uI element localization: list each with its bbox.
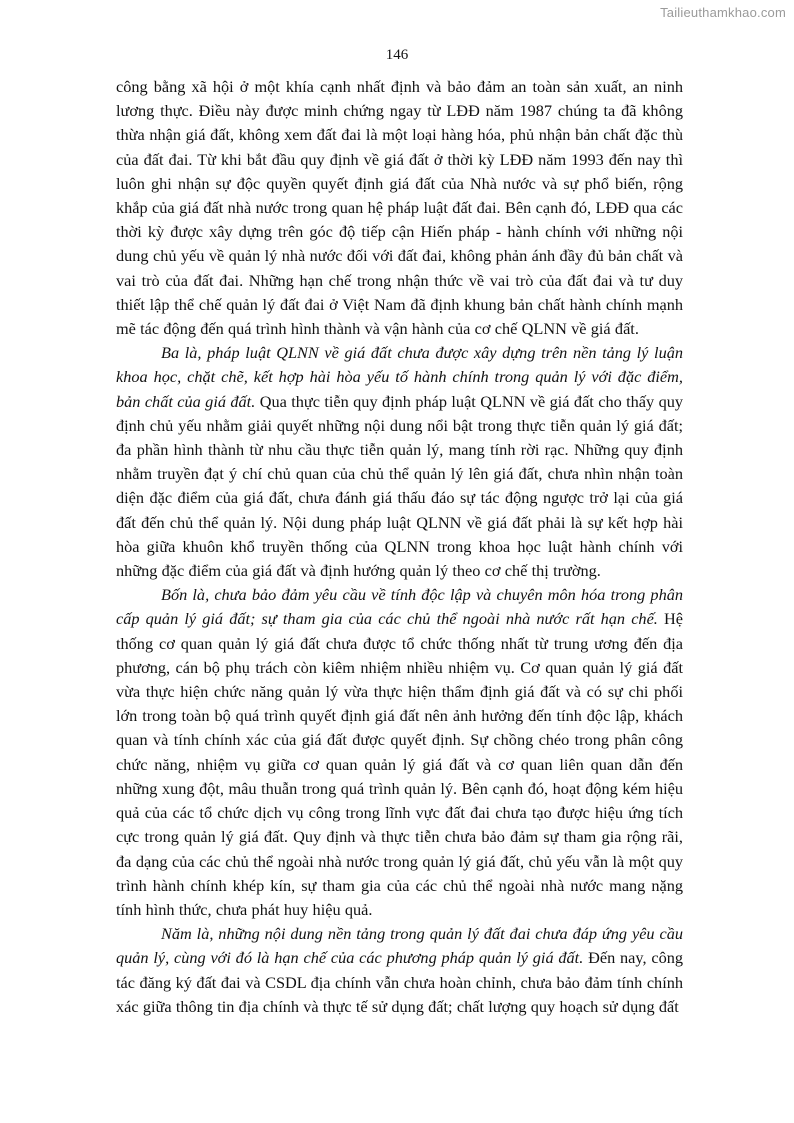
paragraph-2 — [116, 341, 683, 583]
watermark: Tailieuthamkhao.com — [660, 5, 786, 20]
paragraph-2-lead: Ba là, pháp luật QLNN về giá đất chưa được xây dựng trên nền tảng lý luận khoa học, chặt chẽ, kết hợp hài hòa yếu tố hành chính trong quản lý với đặc điểm, bản chất của giá đất. — [116, 343, 683, 411]
paragraph-4-lead: Năm là, những nội dung nền tảng trong quản lý đất đai chưa đáp ứng yêu cầu quản lý, cùng với đó là hạn chế của các phương pháp quản lý giá đất. — [116, 924, 683, 968]
paragraph-4 — [116, 922, 683, 1019]
paragraph-1 — [116, 75, 683, 341]
paragraph-1-text: công bằng xã hội ở một khía cạnh nhất định và bảo đảm an toàn sản xuất, an ninh lương thực. Điều này được minh chứng ngay từ LĐĐ năm 1987 chúng ta đã không thừa nhận giá đất, không xem đất đai là một loại hàng hóa, phủ nhận bản chất đặc thù của đất đai. Từ khi bắt đầu quy định về giá đất ở thời kỳ LĐĐ năm 1993 đến nay thì luôn ghi nhận sự độc quyền quyết định giá đất của Nhà nước và sự phổ biến, rộng khắp của giá đất nhà nước trong quan hệ pháp luật đất đai. Bên cạnh đó, LĐĐ qua các thời kỳ được xây dựng trên góc độ tiếp cận Hiến pháp - hành chính với những nội dung chủ yếu về quản lý nhà nước đối với đất đai, không phản ánh đầy đủ bản chất và vai trò của đất đai. Những hạn chế trong nhận thức về vai trò của đất đai và tư duy thiết lập thể chế quản lý đất đai ở Việt Nam đã định khung bản chất hành chính mạnh mẽ tác động đến quá trình hình thành và vận hành của cơ chế QLNN về giá đất. — [116, 77, 683, 339]
paragraph-3-lead: Bốn là, chưa bảo đảm yêu cầu về tính độc lập và chuyên môn hóa trong phân cấp quản lý giá đất; sự tham gia của các chủ thể ngoài nhà nước rất hạn chế. — [116, 585, 683, 629]
paragraph-3 — [116, 583, 683, 922]
paragraph-3-text: Hệ thống cơ quan quản lý giá đất chưa được tổ chức thống nhất từ trung ương đến địa phương, cán bộ phụ trách còn kiêm nhiệm nhiều nhiệm vụ. Cơ quan quản lý giá đất vừa thực hiện chức năng quản lý vừa thực hiện thẩm định giá đất và có sự chi phối lớn trong toàn bộ quá trình quyết định giá đất nên ảnh hưởng đến tính độc lập, khách quan và tính chính xác của giá đất được quyết định. Sự chồng chéo trong phân công chức năng, nhiệm vụ giữa cơ quan quản lý giá đất và cơ quan liên quan dẫn đến những xung đột, mâu thuẫn trong quá trình quản lý. Bên cạnh đó, hoạt động kém hiệu quả của các tổ chức dịch vụ công trong lĩnh vực đất đai chưa tạo được hiệu ứng tích cực trong quản lý giá đất. Quy định và thực tiễn chưa bảo đảm sự tham gia rộng rãi, đa dạng của các chủ thể ngoài nhà nước trong quản lý giá đất, chủ yếu vẫn là một quy trình hành chính khép kín, sự tham gia của các chủ thể ngoài nhà nước mang nặng tính hình thức, chưa phát huy hiệu quả. — [116, 609, 684, 919]
page-body — [116, 75, 683, 1019]
paragraph-2-text: Qua thực tiễn quy định pháp luật QLNN về giá đất cho thấy quy định chủ yếu nhằm giải quyết những nội dung nổi bật trong thực tiễn quản lý giá đất; đa phần hình thành từ nhu cầu thực tiễn quản lý, mang tính rời rạc. Những quy định nhằm truyền đạt ý chí chủ quan của chủ thể quản lý lên giá đất, chưa nhìn nhận toàn diện đặc điểm của giá đất, chưa đánh giá thấu đáo sự tác động ngược trở lại của giá đất đến chủ thể quản lý. Nội dung pháp luật QLNN về giá đất phải là sự kết hợp hài hòa giữa khuôn khổ truyền thống của QLNN trong khoa học luật hành chính với những đặc điểm của giá đất và định hướng quản lý theo cơ chế thị trường. — [116, 391, 683, 581]
page-number: 146 — [385, 47, 409, 63]
paragraph-4-text: Đến nay, công tác đăng ký đất đai và CSDL địa chính vẫn chưa hoàn chỉnh, chưa bảo đảm tính chính xác giữa thông tin địa chính và thực tế sử dụng đất; chất lượng quy hoạch sử dụng đất — [116, 948, 683, 1016]
